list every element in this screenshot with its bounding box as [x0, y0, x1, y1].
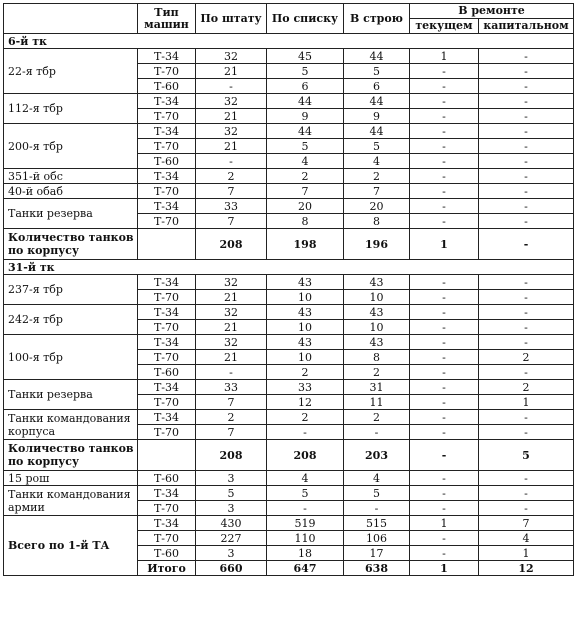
cell-list: 44	[267, 124, 344, 139]
cell-list: 7	[267, 184, 344, 199]
unit-name: Танки резерва	[4, 380, 138, 410]
cell-list: 10	[267, 320, 344, 335]
cell-in-service: 11	[344, 395, 410, 410]
cell-in-service: 43	[344, 275, 410, 290]
cell-staff: 21	[196, 290, 267, 305]
cell-staff: 7	[196, 214, 267, 229]
cell-repair-current: -	[410, 486, 479, 501]
cell-repair-current: -	[410, 365, 479, 380]
tank-strength-table	[3, 3, 574, 576]
section-row	[4, 34, 574, 49]
cell-in-service: 43	[344, 305, 410, 320]
cell-in-service: -	[344, 425, 410, 440]
cell-list: 2	[267, 410, 344, 425]
cell-staff: 7	[196, 395, 267, 410]
unit-name: 112-я тбр	[4, 94, 138, 124]
header-staff: По штату	[196, 4, 267, 34]
cell-staff: 32	[196, 124, 267, 139]
cell-type: Т-60	[138, 471, 196, 486]
cell-repair-capital: 7	[479, 516, 574, 531]
corps-total-row	[4, 229, 574, 260]
cell-staff: 21	[196, 109, 267, 124]
cell-type: Т-70	[138, 109, 196, 124]
cell-repair-capital: 5	[479, 440, 574, 471]
cell-repair-current: -	[410, 501, 479, 516]
unit-name: Танки командования армии	[4, 486, 138, 516]
cell-repair-capital: -	[479, 335, 574, 350]
cell-in-service: 8	[344, 350, 410, 365]
cell-staff: 7	[196, 425, 267, 440]
table-row	[4, 335, 574, 350]
cell-list: 6	[267, 79, 344, 94]
cell-repair-capital: -	[479, 109, 574, 124]
cell-repair-current: -	[410, 214, 479, 229]
cell-repair-current: -	[410, 410, 479, 425]
cell-repair-current: 1	[410, 516, 479, 531]
cell-staff: 2	[196, 410, 267, 425]
cell-repair-current: -	[410, 79, 479, 94]
cell-list: 519	[267, 516, 344, 531]
cell-list: 110	[267, 531, 344, 546]
cell-repair-current: -	[410, 305, 479, 320]
cell-in-service: 5	[344, 139, 410, 154]
cell-staff: -	[196, 79, 267, 94]
header-repair-capital: капитальном	[479, 19, 574, 34]
cell-list: 20	[267, 199, 344, 214]
table-row	[4, 94, 574, 109]
table-row	[4, 410, 574, 425]
cell-in-service: 4	[344, 471, 410, 486]
cell-list: 4	[267, 471, 344, 486]
cell-repair-capital: -	[479, 64, 574, 79]
cell-repair-current: -	[410, 440, 479, 471]
cell-staff: -	[196, 365, 267, 380]
cell-in-service: 2	[344, 365, 410, 380]
cell-repair-current: -	[410, 139, 479, 154]
header-type: Тип машин	[138, 4, 196, 34]
cell-staff: 3	[196, 471, 267, 486]
cell-in-service: 106	[344, 531, 410, 546]
cell-type: Т-34	[138, 94, 196, 109]
cell-repair-capital: -	[479, 471, 574, 486]
cell-in-service: 8	[344, 214, 410, 229]
cell-repair-capital: -	[479, 184, 574, 199]
cell-repair-capital: 2	[479, 350, 574, 365]
unit-name: 40-й обаб	[4, 184, 138, 199]
cell-staff: 660	[196, 561, 267, 576]
cell-repair-current: -	[410, 124, 479, 139]
cell-repair-capital: -	[479, 124, 574, 139]
section-title: 31-й тк	[4, 260, 574, 275]
cell-type: Т-70	[138, 214, 196, 229]
section-title: 6-й тк	[4, 34, 574, 49]
cell-type: Т-70	[138, 395, 196, 410]
cell-repair-current: -	[410, 94, 479, 109]
cell-type: Т-60	[138, 154, 196, 169]
cell-in-service: 515	[344, 516, 410, 531]
cell-repair-capital: -	[479, 169, 574, 184]
header-list: По списку	[267, 4, 344, 34]
cell-type: Т-70	[138, 64, 196, 79]
cell-type: Т-34	[138, 49, 196, 64]
cell-staff: 21	[196, 64, 267, 79]
cell-list: 208	[267, 440, 344, 471]
cell-in-service: 6	[344, 79, 410, 94]
header-repair-current: текущем	[410, 19, 479, 34]
table-row	[4, 124, 574, 139]
cell-repair-capital: -	[479, 49, 574, 64]
cell-repair-current: -	[410, 154, 479, 169]
cell-in-service: 5	[344, 64, 410, 79]
cell-type: Т-70	[138, 531, 196, 546]
cell-repair-capital: -	[479, 94, 574, 109]
unit-name: Танки резерва	[4, 199, 138, 229]
cell-type: Т-60	[138, 546, 196, 561]
cell-repair-capital: -	[479, 320, 574, 335]
cell-repair-capital: 4	[479, 531, 574, 546]
cell-repair-current: -	[410, 199, 479, 214]
cell-repair-current: 1	[410, 49, 479, 64]
cell-repair-current: 1	[410, 561, 479, 576]
cell-list: 44	[267, 94, 344, 109]
cell-staff: 21	[196, 320, 267, 335]
cell-list: -	[267, 501, 344, 516]
cell-type: Т-34	[138, 516, 196, 531]
corps-total-label: Количество танков по корпусу	[4, 229, 138, 260]
header-in-service: В строю	[344, 4, 410, 34]
cell-repair-current: -	[410, 425, 479, 440]
cell-list: 18	[267, 546, 344, 561]
cell-in-service: 31	[344, 380, 410, 395]
cell-staff: 208	[196, 229, 267, 260]
cell-in-service: 2	[344, 169, 410, 184]
cell-list: 12	[267, 395, 344, 410]
unit-name: 22-я тбр	[4, 49, 138, 94]
cell-list: 5	[267, 64, 344, 79]
corps-total-row	[4, 440, 574, 471]
cell-repair-capital: -	[479, 199, 574, 214]
cell-list: 2	[267, 169, 344, 184]
cell-list: -	[267, 425, 344, 440]
cell-type: Т-34	[138, 305, 196, 320]
cell-repair-capital: -	[479, 290, 574, 305]
grand-total-label: Всего по 1-й ТА	[4, 516, 138, 576]
unit-name: 351-й обс	[4, 169, 138, 184]
cell-list: 8	[267, 214, 344, 229]
table-row	[4, 275, 574, 290]
cell-repair-capital: 2	[479, 380, 574, 395]
cell-repair-capital: -	[479, 365, 574, 380]
cell-repair-current: -	[410, 380, 479, 395]
cell-type: Т-60	[138, 79, 196, 94]
cell-list: 43	[267, 275, 344, 290]
cell-in-service: 5	[344, 486, 410, 501]
header-unit	[4, 4, 138, 34]
cell-type: Т-34	[138, 275, 196, 290]
cell-repair-capital: -	[479, 214, 574, 229]
cell-staff: 33	[196, 199, 267, 214]
cell-in-service: 17	[344, 546, 410, 561]
table-header	[4, 4, 574, 34]
cell-staff: 21	[196, 350, 267, 365]
section-row	[4, 260, 574, 275]
cell-in-service: -	[344, 501, 410, 516]
cell-type: Т-70	[138, 501, 196, 516]
cell-repair-current: 1	[410, 229, 479, 260]
table-row	[4, 486, 574, 501]
cell-list: 5	[267, 139, 344, 154]
header-repair: В ремонте	[410, 4, 574, 19]
cell-repair-current: -	[410, 64, 479, 79]
cell-in-service: 638	[344, 561, 410, 576]
cell-staff: -	[196, 154, 267, 169]
cell-repair-current: -	[410, 395, 479, 410]
cell-staff: 5	[196, 486, 267, 501]
table-body	[4, 34, 574, 576]
cell-repair-capital: -	[479, 501, 574, 516]
cell-type: Т-70	[138, 425, 196, 440]
cell-staff: 33	[196, 380, 267, 395]
cell-repair-current: -	[410, 275, 479, 290]
unit-name: 15 рош	[4, 471, 138, 486]
cell-type: Т-70	[138, 320, 196, 335]
unit-name: Танки командования корпуса	[4, 410, 138, 440]
cell-in-service: 44	[344, 124, 410, 139]
cell-in-service: 10	[344, 320, 410, 335]
cell-staff: 227	[196, 531, 267, 546]
cell-staff: 32	[196, 305, 267, 320]
table-row	[4, 199, 574, 214]
unit-name: 237-я тбр	[4, 275, 138, 305]
cell-repair-current: -	[410, 169, 479, 184]
cell-type: Т-70	[138, 290, 196, 305]
cell-list: 5	[267, 486, 344, 501]
table-row	[4, 169, 574, 184]
cell-list: 2	[267, 365, 344, 380]
cell-repair-capital: -	[479, 139, 574, 154]
cell-type: Т-34	[138, 486, 196, 501]
cell-in-service: 20	[344, 199, 410, 214]
table-row	[4, 471, 574, 486]
cell-in-service: 7	[344, 184, 410, 199]
cell-repair-capital: -	[479, 275, 574, 290]
cell-staff: 2	[196, 169, 267, 184]
cell-repair-current: -	[410, 109, 479, 124]
cell-type: Т-60	[138, 365, 196, 380]
cell-repair-current: -	[410, 290, 479, 305]
cell-type	[138, 440, 196, 471]
cell-repair-current: -	[410, 546, 479, 561]
cell-in-service: 44	[344, 94, 410, 109]
cell-repair-capital: -	[479, 79, 574, 94]
table-row	[4, 305, 574, 320]
cell-list: 10	[267, 290, 344, 305]
table-row	[4, 49, 574, 64]
cell-list: 198	[267, 229, 344, 260]
cell-type: Т-34	[138, 380, 196, 395]
cell-list: 43	[267, 305, 344, 320]
cell-staff: 3	[196, 501, 267, 516]
cell-type: Т-70	[138, 184, 196, 199]
cell-staff: 430	[196, 516, 267, 531]
cell-staff: 7	[196, 184, 267, 199]
cell-repair-capital: -	[479, 410, 574, 425]
unit-name: 100-я тбр	[4, 335, 138, 380]
cell-repair-capital: 12	[479, 561, 574, 576]
cell-list: 9	[267, 109, 344, 124]
cell-list: 43	[267, 335, 344, 350]
cell-list: 10	[267, 350, 344, 365]
cell-repair-current: -	[410, 471, 479, 486]
cell-list: 45	[267, 49, 344, 64]
cell-type: Т-34	[138, 410, 196, 425]
unit-name: 242-я тбр	[4, 305, 138, 335]
cell-in-service: 2	[344, 410, 410, 425]
cell-repair-capital: -	[479, 486, 574, 501]
cell-list: 33	[267, 380, 344, 395]
final-total-label: Итого	[138, 561, 196, 576]
cell-type: Т-70	[138, 350, 196, 365]
cell-type: Т-70	[138, 139, 196, 154]
unit-name: 200-я тбр	[4, 124, 138, 169]
cell-repair-current: -	[410, 335, 479, 350]
cell-staff: 32	[196, 335, 267, 350]
cell-repair-current: -	[410, 320, 479, 335]
cell-type: Т-34	[138, 169, 196, 184]
cell-repair-capital: -	[479, 425, 574, 440]
cell-repair-capital: -	[479, 229, 574, 260]
cell-staff: 208	[196, 440, 267, 471]
table-row	[4, 184, 574, 199]
cell-staff: 3	[196, 546, 267, 561]
cell-list: 647	[267, 561, 344, 576]
cell-repair-capital: 1	[479, 546, 574, 561]
cell-repair-current: -	[410, 531, 479, 546]
cell-in-service: 44	[344, 49, 410, 64]
cell-type: Т-34	[138, 124, 196, 139]
cell-in-service: 196	[344, 229, 410, 260]
grand-total-row	[4, 516, 574, 531]
table-row	[4, 380, 574, 395]
cell-in-service: 203	[344, 440, 410, 471]
cell-staff: 32	[196, 275, 267, 290]
cell-repair-capital: -	[479, 154, 574, 169]
cell-repair-current: -	[410, 184, 479, 199]
cell-in-service: 9	[344, 109, 410, 124]
cell-type: Т-34	[138, 199, 196, 214]
cell-repair-current: -	[410, 350, 479, 365]
cell-in-service: 10	[344, 290, 410, 305]
cell-staff: 32	[196, 94, 267, 109]
cell-repair-capital: 1	[479, 395, 574, 410]
cell-list: 4	[267, 154, 344, 169]
cell-in-service: 4	[344, 154, 410, 169]
cell-in-service: 43	[344, 335, 410, 350]
cell-type	[138, 229, 196, 260]
cell-type: Т-34	[138, 335, 196, 350]
cell-staff: 32	[196, 49, 267, 64]
corps-total-label: Количество танков по корпусу	[4, 440, 138, 471]
cell-repair-capital: -	[479, 305, 574, 320]
cell-staff: 21	[196, 139, 267, 154]
